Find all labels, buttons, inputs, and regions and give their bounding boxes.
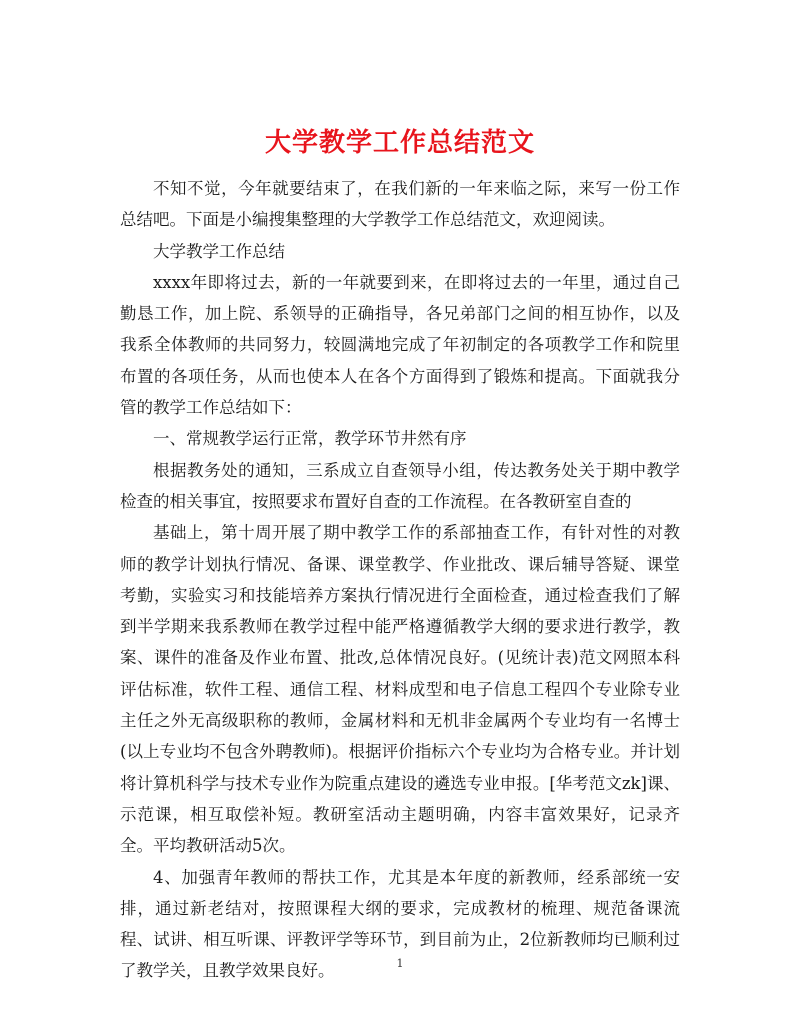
document-body	[120, 173, 680, 987]
document-title: 大学教学工作总结范文	[264, 128, 535, 159]
paragraph-young-teachers: 4、加强青年教师的帮扶工作，尤其是本年度的新教师，经系部统一安排，通过新老结对，按照课程大纲的要求，完成教材的梳理、规范备课流程、试讲、相互听课、评教评学等环节，到目前为止，2位新教师均已顺利过了教学关，且教学效果良好。	[120, 867, 680, 981]
paragraph-overview: xxxx年即将过去，新的一年就要到来，在即将过去的一年里，通过自己勤恳工作，加上院、系领导的正确指导，各兄弟部门之间的相互协作，以及我系全体教师的共同努力，较圆满地完成了年初制定的各项教学工作和院里布置的各项任务，从而也使本人在各个方面得到了锻炼和提高。下面就我分管的教学工作总结如下：	[120, 272, 680, 418]
paragraph-inspection: 根据教务处的通知，三系成立自查领导小组，传达教务处关于期中教学检查的相关事宜，按照要求布置好自查的工作流程。在各教研室自查的	[120, 460, 680, 511]
section-heading-1: 一、常规教学运行正常，教学环节井然有序	[153, 429, 467, 449]
page-number: 1	[396, 957, 404, 970]
paragraph-intro: 不知不觉，今年就要结束了，在我们新的一年来临之际，来写一份工作总结吧。下面是小编搜集整理的大学教学工作总结范文，欢迎阅读。	[120, 179, 680, 230]
paragraph-inspection-details: 基础上，第十周开展了期中教学工作的系部抽查工作，有针对性的对教师的教学计划执行情况、备课、课堂教学、作业批改、课后辅导答疑、课堂考勤，实验实习和技能培养方案执行情况进行全面检查，通过检查我们了解到半学期来我系教师在教学过程中能严格遵循教学大纲的要求进行教学，教案、课件的准备及作业布置、批改,总体情况良好。(见统计表)范文网照本科评估标准，软件工程、通信工程、材料成型和电子信息工程四个专业除专业主任之外无高级职称的教师，金属材料和无机非金属两个专业均有一名博士(以上专业均不包含外聘教师)。根据评价指标六个专业均为合格专业。并计划将计算机科学与技术专业作为院重点建设的遴选专业申报。[华考范文zk]课、示范课，相互取偿补短。教研室活动主题明确，内容丰富效果好，记录齐全。平均教研活动5次。	[120, 523, 680, 856]
paragraph-heading: 大学教学工作总结	[153, 241, 285, 261]
